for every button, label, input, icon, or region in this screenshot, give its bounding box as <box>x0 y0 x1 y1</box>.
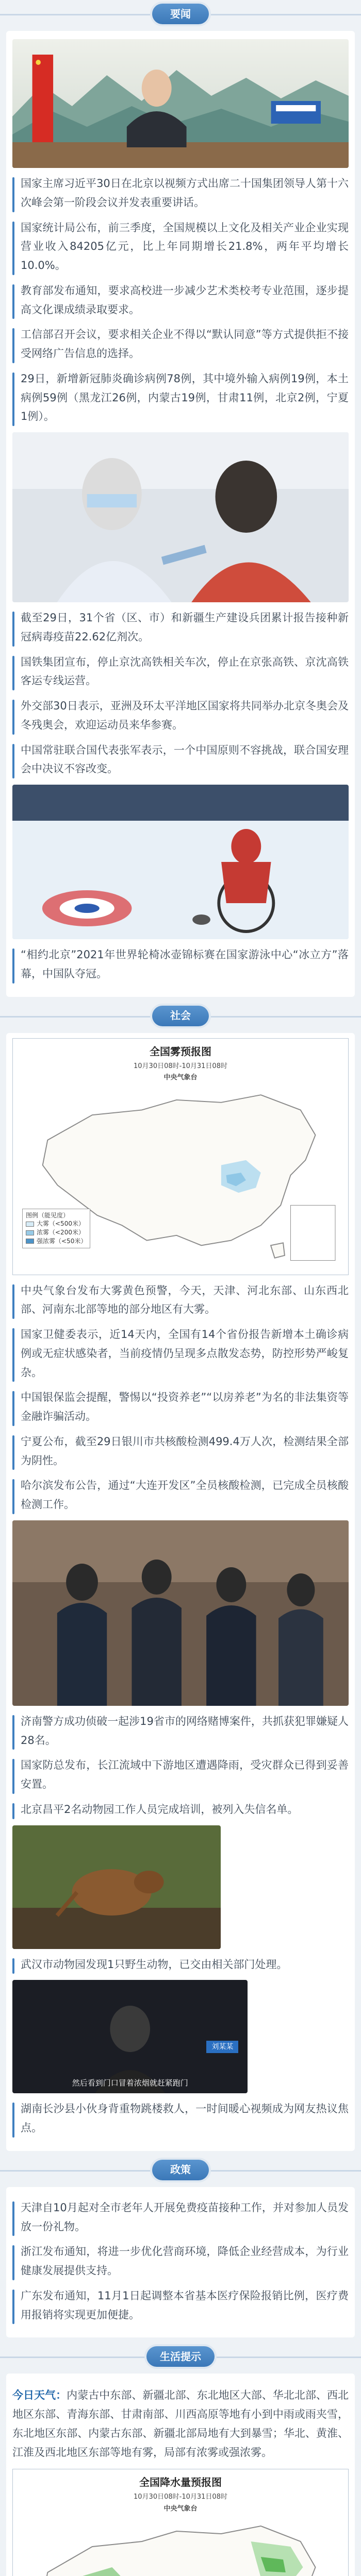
news-text: 外交部30日表示，亚洲及环太平洋地区国家将共同举办北京冬奥会及冬残奥会，欢迎运动员来华参赛。 <box>21 700 349 731</box>
today-weather-text: 内蒙古中东部、新疆北部、东北地区大部、华北北部、西北地区东部、青海东部、甘肃南部、川西高原等地有小到中雨或雨夹雪，东北地区东部、内蒙古东部、新疆北部局地有大到暴雪；华北、黄淮、江淮及西北地区东部等地有雾，局部有浓雾或强浓雾。 <box>12 2389 349 2459</box>
map-title: 全国雾预报图 <box>150 1045 211 1058</box>
policy-item <box>12 2198 349 2236</box>
bullet-mark <box>12 1391 14 1426</box>
bullet-mark <box>12 2201 14 2236</box>
society-text: 宁夏公布，截至29日银川市共核酸检测499.4万人次，检测结果全部为阴性。 <box>21 1435 349 1467</box>
section-badge: 政策 <box>152 2160 209 2180</box>
society-item <box>12 1756 349 1794</box>
bullet-mark <box>12 372 14 426</box>
precip-forecast-map <box>12 2469 349 2576</box>
map-legend <box>22 1209 90 1248</box>
bullet-mark <box>12 1479 14 1514</box>
bullet-mark <box>12 328 14 363</box>
news-text: 国家主席习近平30日在北京以视频方式出席二十国集团领导人第十六次峰会第一阶段会议并发表重要讲话。 <box>21 177 349 209</box>
news-text: 29日，新增新冠肺炎确诊病例78例，其中境外输入病例19例，本土病例59例（黑龙江26例，内蒙古19例，甘肃11例，北京2例，宁夏1例）。 <box>21 372 349 423</box>
society-text: 国家防总发布，长江流域中下游地区遭遇降雨，受灾群众已得到妥善安置。 <box>21 1759 349 1790</box>
policy-text: 广东发布通知，11月1日起调整本省基本医疗保险报销比例，医疗费用报销将实现更加便捷。 <box>21 2289 349 2321</box>
society-item <box>12 1281 349 1319</box>
video-caption: 然后看到门口冒着浓烟就赶紧跑门 <box>72 2078 188 2088</box>
society-item <box>12 1800 349 1819</box>
section-header-news <box>0 0 361 28</box>
news-text: 中国常驻联合国代表张军表示，一个中国原则不容挑战，联合国安理会中决议不容改变。 <box>21 743 349 775</box>
news-item <box>12 325 349 363</box>
bullet-mark <box>12 222 14 275</box>
society-text: 北京昌平2名动物园工作人员完成培训，被列入失信名单。 <box>21 1803 299 1816</box>
news-item <box>12 653 349 691</box>
legend-item <box>26 1228 87 1237</box>
society-item <box>12 2099 349 2138</box>
bullet-mark <box>12 1759 14 1794</box>
map-time: 10月30日08时-10月31日08时 <box>134 1062 227 1070</box>
society-item <box>12 1476 349 1514</box>
bullet-mark <box>12 1958 14 1974</box>
map-title: 全国降水量预报图 <box>139 2476 222 2489</box>
society-item <box>12 1712 349 1750</box>
legend-label: 强浓雾（<50米） <box>37 1237 87 1245</box>
fog-forecast-map <box>12 1038 349 1275</box>
news-text: 工信部召开会议，要求相关企业不得以“默认同意”等方式提供拒不接受网络广告信息的选择。 <box>21 328 349 360</box>
society-item <box>12 1325 349 1382</box>
legend-label: 大雾（<500米） <box>37 1220 85 1228</box>
policy-item <box>12 2242 349 2280</box>
society-text: 中国银保监会提醒，警惕以“投资养老”“以房养老”为名的非法集资等金融诈骗活动。 <box>21 1391 349 1422</box>
bullet-mark <box>12 1284 14 1319</box>
video-still-photo <box>12 1980 248 2093</box>
life-card <box>6 2374 355 2576</box>
section-header-policy <box>0 2156 361 2184</box>
policy-text: 天津自10月起对全市老年人开展免费疫苗接种工作，并对参加人员发放一份礼物。 <box>21 2201 349 2233</box>
policy-card <box>6 2187 355 2338</box>
news-item <box>12 218 349 275</box>
news-item <box>12 174 349 212</box>
news-card <box>6 31 355 997</box>
society-item <box>12 1955 349 1974</box>
society-text: 中央气象台发布大雾黄色预警，今天，天津、河北东部、山东西北部、河南东北部等地的部分地区有大雾。 <box>21 1284 349 1316</box>
xi-video-photo <box>12 39 349 168</box>
china-map-shape <box>13 2511 348 2576</box>
bullet-mark <box>12 612 14 647</box>
section-header-society <box>0 1002 361 1030</box>
news-item <box>12 697 349 735</box>
news-item <box>12 945 349 984</box>
vaccination-photo <box>12 432 349 602</box>
bullet-mark <box>12 2103 14 2138</box>
map-org: 中央气象台 <box>163 1074 198 1082</box>
curling-photo <box>12 785 349 939</box>
bullet-mark <box>12 656 14 691</box>
bullet-mark <box>12 1715 14 1750</box>
news-item <box>12 741 349 779</box>
news-text: 国家统计局公布，前三季度，全国规模以上文化及相关产业企业实现营业收入84205亿元，比上年同期增长21.8%，两年平均增长10.0%。 <box>21 221 349 272</box>
bullet-mark <box>12 177 14 212</box>
policy-item <box>12 2286 349 2325</box>
section-badge: 生活提示 <box>146 2346 215 2367</box>
bullet-mark <box>12 948 14 984</box>
society-card <box>6 1033 355 2151</box>
news-text: 教育部发布通知，要求高校进一步减少艺术类校考专业范围，逐步提高文化课成绩录取要求。 <box>21 284 349 316</box>
map-org: 中央气象台 <box>163 2505 198 2513</box>
news-item <box>12 608 349 647</box>
news-item <box>12 369 349 426</box>
society-item <box>12 1388 349 1426</box>
legend-item <box>26 1219 87 1228</box>
today-weather-label: 今日天气： <box>12 2389 67 2402</box>
bullet-mark <box>12 2245 14 2280</box>
map-time: 10月30日08时-10月31日08时 <box>134 2493 227 2501</box>
news-item <box>12 281 349 319</box>
police-photo <box>12 1520 349 1706</box>
society-item <box>12 1432 349 1470</box>
legend-label: 浓雾（<200米） <box>37 1229 85 1236</box>
video-tag: 刘某某 <box>206 2041 238 2053</box>
society-text: 武汉市动物园发现1只野生动物，已交由相关部门处理。 <box>21 1958 288 1971</box>
bullet-mark <box>12 1803 14 1819</box>
bullet-mark <box>12 744 14 779</box>
news-text: “相约北京”2021年世界轮椅冰壶锦标赛在国家游泳中心“冰立方”落幕，中国队夺冠。 <box>21 948 349 980</box>
society-text: 哈尔滨发布公告，通过“大连开发区”全员核酸检测，已完成全员核酸检测工作。 <box>21 1479 349 1511</box>
section-badge: 要闻 <box>152 4 209 24</box>
section-badge: 社会 <box>152 1006 209 1026</box>
animal-photo <box>12 1825 221 1949</box>
today-weather <box>12 2386 349 2462</box>
bullet-mark <box>12 2290 14 2325</box>
policy-text: 浙江发布通知，将进一步优化营商环境，降低企业经营成本，为行业健康发展提供支持。 <box>21 2245 349 2277</box>
bullet-mark <box>12 284 14 319</box>
bullet-mark <box>12 700 14 735</box>
society-text: 国家卫健委表示，近14天内，全国有14个省份报告新增本土确诊病例或无症状感染者，当前疫情仍呈现多点散发态势，防控形势严峻复杂。 <box>21 1328 349 1379</box>
news-text: 国铁集团宣布，停止京沈高铁相关车次，停止在京张高铁、京沈高铁客运专线运营。 <box>21 655 349 687</box>
bullet-mark <box>12 1435 14 1470</box>
bullet-mark <box>12 1328 14 1382</box>
society-text: 济南警方成功侦破一起涉19省市的网络赌博案件，共抓获犯罪嫌疑人28名。 <box>21 1715 349 1747</box>
legend-title: 图例（能见度） <box>26 1211 70 1219</box>
society-text: 湖南长沙县小伙身背重物跳楼救人，一时间暖心视频成为网友热议焦点。 <box>21 2103 349 2134</box>
news-text: 截至29日，31个省（区、市）和新疆生产建设兵团累计报告接种新冠病毒疫苗22.62亿剂次。 <box>21 612 349 643</box>
legend-item <box>26 1237 87 1246</box>
section-header-life <box>0 2343 361 2370</box>
